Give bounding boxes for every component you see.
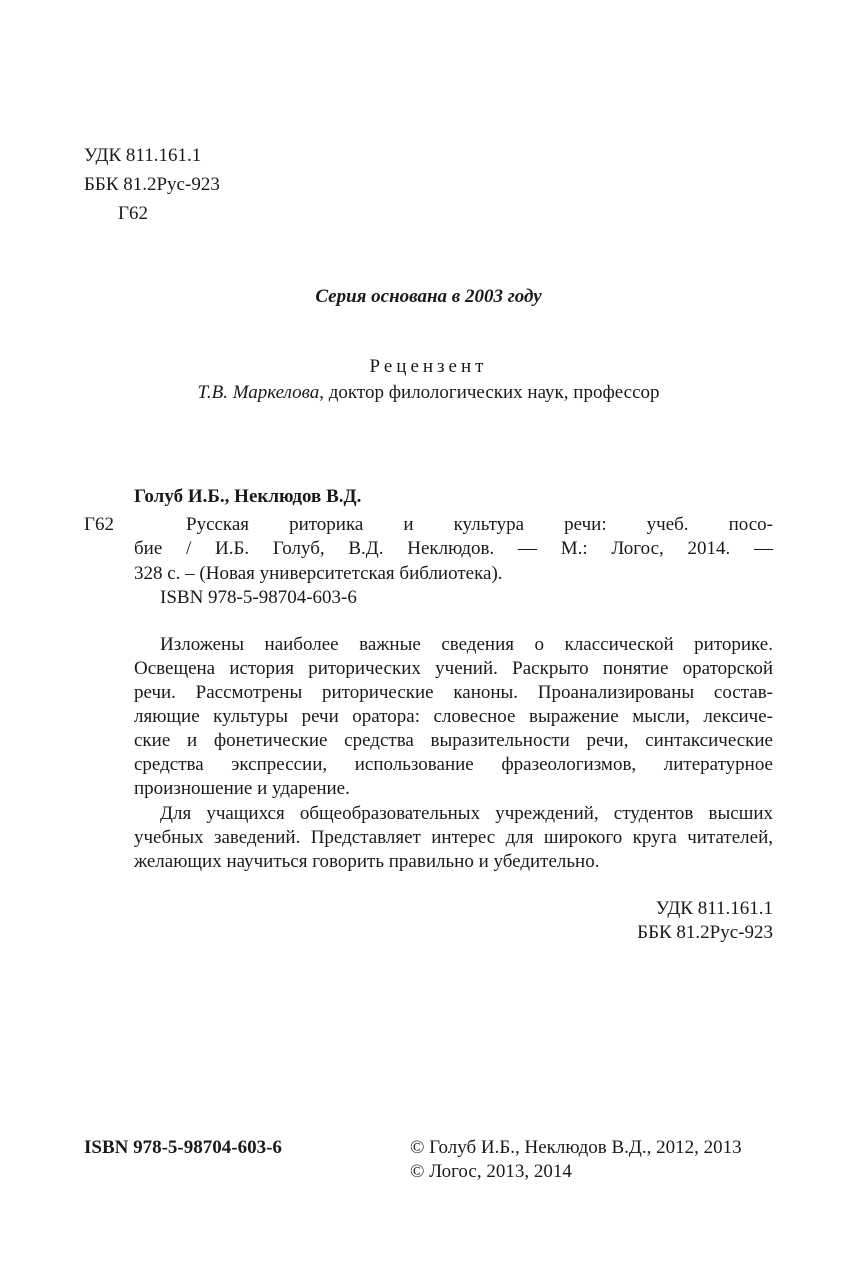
audience-line: учебных заведений. Представляет интерес для широкого круга читателей, <box>134 827 773 848</box>
authors-line: Голуб И.Б., Неклюдов В.Д. <box>134 486 362 507</box>
annotation-line: Освещена история риторических учений. Раскрыто понятие ораторской <box>134 658 773 679</box>
record-line-3: 328 с. – (Новая университетская библиотека). <box>134 563 503 584</box>
author-mark: Г62 <box>118 203 148 224</box>
annotation-line: речи. Рассмотрены риторические каноны. Проанализированы состав- <box>134 682 773 703</box>
footer-isbn: ISBN 978-5-98704-603-6 <box>84 1137 282 1158</box>
copyright-publisher: © Логос, 2013, 2014 <box>410 1161 572 1182</box>
annotation-line: произношение и ударение. <box>134 778 350 799</box>
reviewer-heading: Рецензент <box>369 356 488 377</box>
audience-line: желающих научиться говорить правильно и убедительно. <box>134 851 600 872</box>
record-author-mark: Г62 <box>84 514 114 535</box>
record-line-2: бие / И.Б. Голуб, В.Д. Неклюдов. — М.: Логос, 2014. — <box>134 538 773 559</box>
record-isbn: ISBN 978-5-98704-603-6 <box>160 587 357 608</box>
bbk-code: ББК 81.2Рус-923 <box>84 174 220 195</box>
annotation-line: средства экспрессии, использование фразеологизмов, литературное <box>134 754 773 775</box>
reviewer-line <box>0 382 857 404</box>
bottom-bbk-code: ББК 81.2Рус-923 <box>637 922 773 943</box>
annotation-line: Изложены наиболее важные сведения о классической риторике. <box>160 634 773 655</box>
reviewer-name: Т.В. Маркелова <box>197 382 320 403</box>
audience-line: Для учащихся общеобразовательных учреждений, студентов высших <box>160 803 773 824</box>
series-note: Серия основана в 2003 году <box>315 286 542 307</box>
annotation-line: ляющие культуры речи оратора: словесное выражение мысли, лексиче- <box>134 706 773 727</box>
copyright-authors: © Голуб И.Б., Неклюдов В.Д., 2012, 2013 <box>410 1137 742 1158</box>
annotation-line: ские и фонетические средства выразительности речи, синтаксические <box>134 730 773 751</box>
reviewer-credentials: , доктор филологических наук, профессор <box>319 382 660 403</box>
record-line-1: Русская риторика и культура речи: учеб. посо- <box>186 514 773 535</box>
udk-code: УДК 811.161.1 <box>84 145 202 166</box>
bottom-udk-code: УДК 811.161.1 <box>655 898 773 919</box>
